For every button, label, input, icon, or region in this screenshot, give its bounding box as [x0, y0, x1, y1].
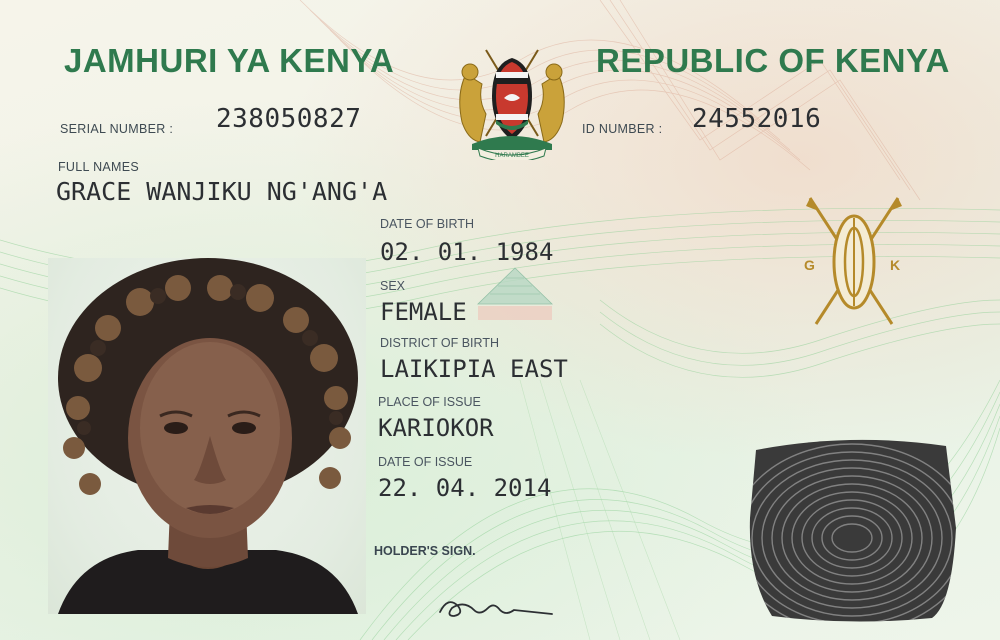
- holder-signature: [434, 588, 594, 628]
- emblem-letter-g: G: [804, 257, 815, 273]
- dob-label: DATE OF BIRTH: [380, 217, 474, 231]
- fingerprint-image: [742, 428, 960, 624]
- district-label: DISTRICT OF BIRTH: [380, 336, 499, 350]
- date-of-issue-value: 22. 04. 2014: [378, 474, 552, 502]
- hologram-emblem-icon: [470, 264, 560, 324]
- emblem-letter-k: K: [890, 257, 901, 273]
- full-names-value: GRACE WANJIKU NG'ANG'A: [56, 177, 388, 206]
- title-swahili: JAMHURI YA KENYA: [64, 42, 395, 79]
- dob-value: 02. 01. 1984: [380, 238, 554, 266]
- coat-motto: HARAMBEE: [495, 153, 529, 159]
- holder-photo: [48, 258, 366, 614]
- place-of-issue-label: PLACE OF ISSUE: [378, 395, 481, 409]
- serial-number-label: SERIAL NUMBER :: [60, 122, 174, 136]
- place-of-issue-value: KARIOKOR: [378, 414, 494, 442]
- serial-number-value: 238050827: [216, 104, 362, 134]
- sex-value: FEMALE: [380, 298, 467, 326]
- id-number-value: 24552016: [692, 104, 822, 134]
- id-number-label: ID NUMBER :: [582, 122, 663, 136]
- district-value: LAIKIPIA EAST: [380, 355, 568, 383]
- portrait-image: [48, 258, 366, 614]
- title-english: REPUBLIC OF KENYA: [596, 42, 950, 79]
- holder-sign-label: HOLDER'S SIGN.: [374, 544, 476, 558]
- full-names-label: FULL NAMES: [58, 160, 140, 174]
- sex-label: SEX: [380, 279, 406, 293]
- gk-shield-emblem-icon: [800, 192, 908, 330]
- date-of-issue-label: DATE OF ISSUE: [378, 455, 473, 469]
- coat-of-arms-icon: [452, 44, 572, 160]
